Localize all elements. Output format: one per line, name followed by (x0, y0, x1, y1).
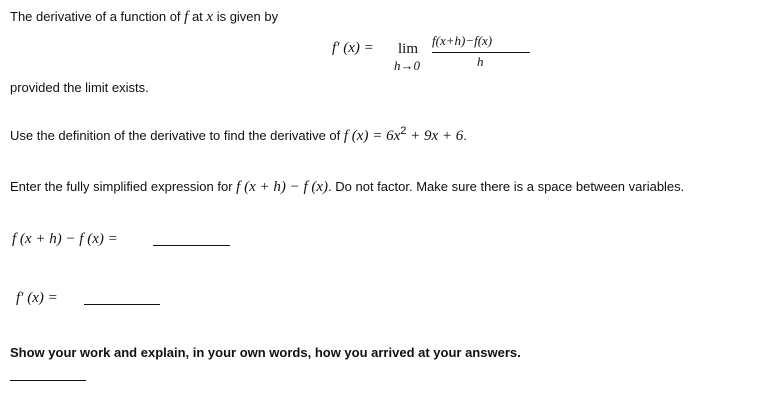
formula-lim: lim (398, 41, 419, 57)
enter-expression: f (x + h) − f (x) (236, 179, 329, 195)
instruction-function-rest: + 9x + 6 (406, 128, 464, 144)
answer-blank-derivative[interactable] (84, 304, 160, 305)
enter-text-after: . Do not factor. Make sure there is a space between variables. (328, 179, 685, 194)
intro-text-before: The derivative of a function of (10, 9, 185, 24)
enter-instruction (10, 179, 684, 196)
intro-var-x: x (206, 9, 214, 25)
answer-label-difference: f (x + h) − f (x) = (12, 231, 118, 247)
intro-text-after: is given by (213, 9, 279, 24)
answer-blank-difference[interactable] (153, 245, 230, 246)
show-work-prompt: Show your work and explain, in your own words, how you arrived at your answers. (10, 345, 521, 360)
intro-text (10, 9, 278, 26)
instruction-period: . (463, 128, 467, 143)
formula-lhs: f′ (x) = (332, 40, 374, 56)
formula-denominator: h (477, 54, 484, 69)
intro-text-middle: at (188, 9, 207, 24)
answer-label-derivative: f′ (x) = (16, 290, 58, 306)
formula-fraction-bar (432, 52, 530, 53)
enter-text-before: Enter the fully simplified expression for (10, 179, 237, 194)
instruction-function-lhs: f (x) = 6x (343, 128, 401, 144)
instruction-exponent: 2 (400, 125, 407, 137)
intro-var-f: f (184, 9, 189, 25)
instruction-text (10, 125, 467, 145)
formula-lim-subscript: h→0 (394, 58, 420, 73)
formula-numerator: f(x+h)−f(x) (432, 33, 493, 48)
instruction-lead: Use the definition of the derivative to find the derivative of (10, 128, 344, 143)
answer-blank-explanation[interactable] (10, 380, 86, 381)
provided-text: provided the limit exists. (10, 80, 149, 95)
